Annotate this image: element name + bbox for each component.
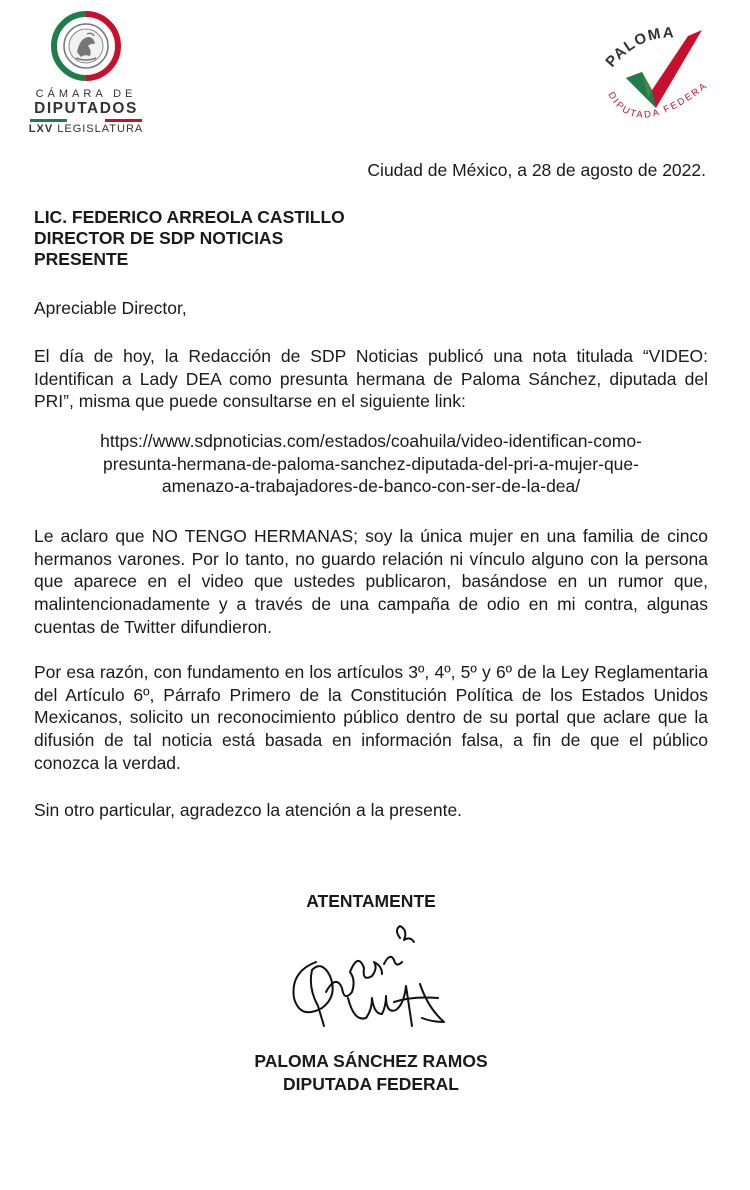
signer-title: DIPUTADA FEDERAL: [283, 1074, 459, 1094]
paloma-name: PALOMA: [602, 24, 676, 71]
letter-date: Ciudad de México, a 28 de agosto de 2022.: [367, 160, 706, 180]
recipient-name: LIC. FEDERICO ARREOLA CASTILLO: [34, 207, 345, 227]
camara-diputados-logo: [24, 10, 154, 135]
recipient-block: [34, 207, 345, 270]
link-line-3: amenazo-a-trabajadores-de-banco-con-ser-de-la-dea/: [161, 476, 581, 497]
signer-name: PALOMA SÁNCHEZ RAMOS: [254, 1051, 488, 1071]
paragraph-3: Por esa razón, con fundamento en los artículos 3º, 4º, 5º y 6º de la Ley Reglamentaria del Artículo 6º, Párrafo Primero de la Constitución Política de los Estados Unidos Mexicanos, solicito un reconocimiento público dentro de su portal que aclare que la difusión de tal noticia está basada en información falsa, a fin de que el público conozca la verdad.: [34, 662, 708, 773]
legislatura-label: LEGISLATURA: [57, 123, 144, 135]
paloma-logo: [590, 16, 730, 146]
camara-line-1: CÁMARA DE: [35, 88, 137, 100]
closing: ATENTAMENTE: [306, 891, 436, 911]
paloma-subtitle: DIPUTADA FEDERA: [605, 79, 711, 121]
paragraph-1: El día de hoy, la Redacción de SDP Noticias publicó una nota titulada “VIDEO: Identifican a Lady DEA como presunta hermana de Paloma Sánchez, diputada del PRI”, misma que puede consultarse en el siguiente link:: [34, 346, 708, 412]
tricolor-bar: [30, 119, 142, 122]
camara-line-3: [24, 123, 148, 135]
link-line-1: https://www.sdpnoticias.com/estados/coahuila/video-identifican-como-: [100, 431, 642, 451]
recipient-status: PRESENTE: [34, 249, 129, 269]
paragraph-4: Sin otro particular, agradezco la atención a la presente.: [34, 800, 463, 820]
legislatura-number: LXV: [28, 123, 54, 135]
paloma-emblem-icon: [590, 16, 730, 146]
article-link: [34, 430, 708, 498]
link-line-2: presunta-hermana-de-paloma-sanchez-diputada-del-pri-a-mujer-que-: [103, 453, 639, 474]
recipient-title: DIRECTOR DE SDP NOTICIAS: [34, 228, 284, 248]
handwritten-signature: [282, 922, 462, 1047]
paragraph-2: Le aclaro que NO TENGO HERMANAS; soy la única mujer en una familia de cinco hermanos varones. Por lo tanto, no guardo relación ni vínculo alguno con la persona que aparece en el video que ustedes publicaron, basándose en un rumor que, malintencionadamente y a través de una campaña de odio en mi contra, algunas cuentas de Twitter difundieron.: [34, 526, 708, 637]
svg-text:PALOMA: [602, 24, 675, 70]
signature-icon: [282, 922, 462, 1042]
camara-line-2: DIPUTADOS: [34, 100, 138, 117]
salutation: Apreciable Director,: [34, 298, 187, 318]
mexican-seal-icon: [50, 10, 122, 82]
